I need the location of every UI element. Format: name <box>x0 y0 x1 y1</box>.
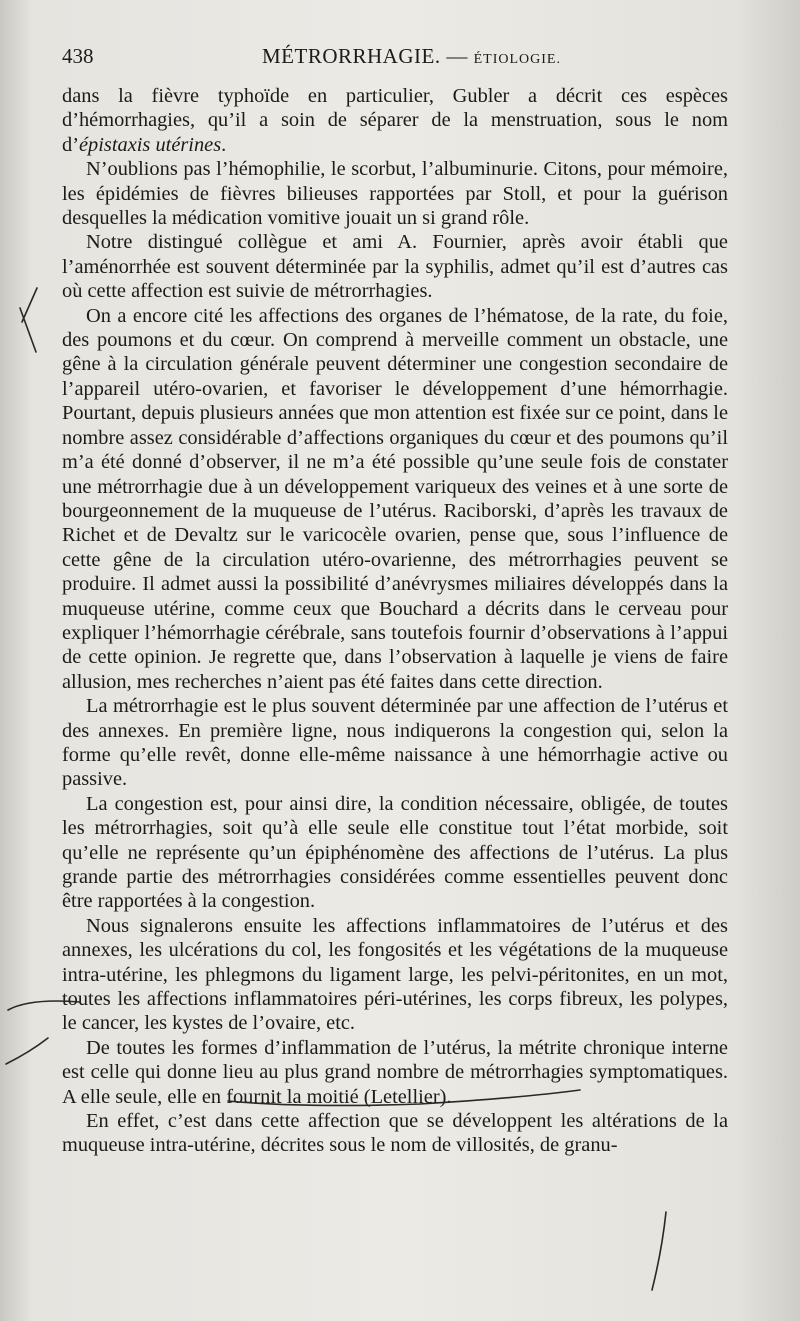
page-number: 438 <box>62 44 94 68</box>
margin-cross-mark <box>20 288 37 352</box>
paragraph: Notre distingué collègue et ami A. Fournier, après avoir établi que l’aménorrhée est souvent déterminée par la syphilis, admet qu’il est d’autres cas où cette affection est suivie de métrorrhagies. <box>62 231 728 303</box>
margin-slash-mark <box>6 1038 48 1064</box>
section-title: ÉTIOLOGIE. <box>473 52 561 67</box>
paragraph: La congestion est, pour ainsi dire, la condition nécessaire, obligée, de toutes les métrorrhagies, soit qu’à elle seule elle constitue tout l’état morbide, soit qu’elle ne représente qu’un épiphénomène des affections de l’utérus. La plus grande partie des métrorrhagies considérées comme essentielles peuvent donc être rapportées à la congestion. <box>62 792 728 913</box>
paragraph: En effet, c’est dans cette affection que se développent les altérations de la muqueuse intra-utérine, décrites sous le nom de villosités, de granu- <box>62 1110 728 1157</box>
paragraph-continued: dans la fièvre typhoïde en particulier, Gubler a décrit ces espèces d’hémorrhagies, qu’il a soin de séparer de la menstruation, sous le nom d’épistaxis utérines. <box>62 85 728 156</box>
paragraph: Nous signalerons ensuite les affections inflammatoires de l’utérus et des annexes, les ulcérations du col, les fongosités et les végétations de la muqueuse intra-utérine, les phlegmons du ligament large, les pelvi-péritonites, en un mot, toutes les affections inflammatoires péri-utérines, les corps fibreux, les polypes, le cancer, les kystes de l’ovaire, etc. <box>62 914 728 1035</box>
margin-vertical-mark <box>652 1212 666 1290</box>
italic-term: épistaxis utérines <box>79 133 222 156</box>
paragraph: N’oublions pas l’hémophilie, le scorbut, l’albuminurie. Citons, pour mémoire, les épidémies de fièvres bilieuses rapportées par Stoll, et pour la guérison desquelles la médication vomitive jouait un si grand rôle. <box>62 158 728 230</box>
body-text <box>62 84 728 1158</box>
paragraph: La métrorrhagie est le plus souvent déterminée par une affection de l’utérus et des annexes. En première ligne, nous indiquerons la congestion qui, selon la forme qu’elle revêt, donne elle-même naissance à une hémorrhagie active ou passive. <box>62 695 728 791</box>
running-title <box>262 44 561 69</box>
title-dash: — <box>446 44 468 68</box>
paragraph: On a encore cité les affections des organes de l’hématose, de la rate, du foie, des poumons et du cœur. On comprend à merveille comment un obstacle, une gêne à la circulation générale peuvent déterminer une congestion secondaire de l’appareil utéro-ovarien, et favoriser le développement d’une hémorrhagie. Pourtant, depuis plusieurs années que mon attention est fixée sur ce point, dans le nombre assez considérable d’affections organiques du cœur et des poumons qu’il m’a été donné d’observer, il ne m’a été possible qu’une seule fois de constater une métrorrhagie due à un développement variqueux des veines et à une sorte de bourgeonnement de la muqueuse de l’utérus. Raciborski, d’après les travaux de Richet et de Devaltz sur le varicocèle ovarien, pense que, sous l’influence de cette gêne de la circulation utéro-ovarienne, des métrorrhagies peuvent se produire. Il admet aussi la possibilité d’anévrysmes miliaires développés dans la muqueuse utérine, comme ceux que Bouchard a décrits dans le cerveau pour expliquer l’hémorrhagie cérébrale, sans toutefois fournir d’observations à l’appui de cette opinion. Je regrette que, dans l’observation à laquelle je viens de faire allusion, mes recherches n’aient pas été faites dans cette direction. <box>62 304 728 693</box>
chapter-title: MÉTRORRHAGIE. <box>262 44 441 68</box>
running-header <box>62 44 738 74</box>
paragraph: De toutes les formes d’inflammation de l’utérus, la métrite chronique interne est celle qui donne lieu au plus grand nombre de métrorrhagies symptomatiques. A elle seule, elle en fournit la moitié (Letellier). <box>62 1036 728 1108</box>
